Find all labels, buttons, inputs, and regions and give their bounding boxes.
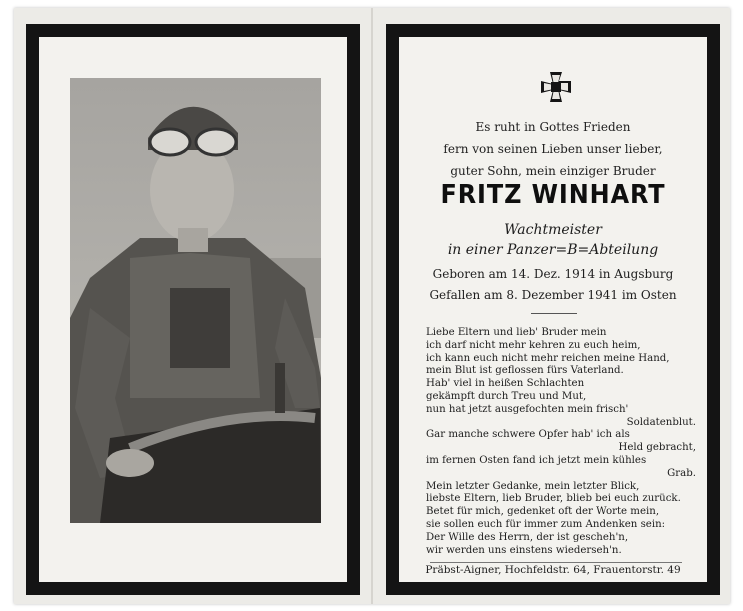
rank-and-unit (400, 220, 706, 260)
poem-line: sie sollen euch für immer zum Andenken sein: (426, 518, 666, 530)
poem-line: gekämpft durch Treu und Mut, (426, 390, 587, 402)
poem-line: im fernen Osten fand ich jetzt mein kühles (426, 454, 647, 466)
poem-line: nun hat jetzt ausgefochten mein frisch' (426, 403, 629, 415)
birth-line: Geboren am 14. Dez. 1914 in Augsburg (432, 267, 674, 281)
poem-line: ich kann euch nicht mehr reichen meine Hand, (426, 352, 670, 364)
poem-line: Grab. (667, 467, 696, 479)
poem-line: Gar manche schwere Opfer hab' ich als (426, 429, 630, 441)
poem-line: Liebe Eltern und lieb' Bruder mein (426, 327, 607, 338)
divider-rule (531, 313, 577, 314)
intro-line: Es ruht in Gottes Frieden (475, 120, 631, 134)
poem-line: ich darf nicht mehr kehren zu euch heim, (426, 339, 641, 351)
card-fold (371, 8, 373, 604)
life-dates (400, 264, 706, 306)
poem-line: Betet für mich, gedenket oft der Worte mein, (426, 506, 660, 518)
poem-line: Hab' viel in heißen Schlachten (426, 378, 585, 390)
memorial-poem (426, 327, 696, 557)
poem-line: wir werden uns einstens wiederseh'n. (426, 544, 622, 556)
intro-text (400, 116, 706, 182)
poem-line: Mein letzter Gedanke, mein letzter Blick, (426, 480, 640, 492)
poem-line: Held gebracht, (618, 442, 696, 454)
intro-line: fern von seinen Lieben unser lieber, (443, 142, 663, 156)
rank-line: Wachtmeister (504, 222, 602, 238)
unit-line: in einer Panzer=B=Abteilung (447, 242, 659, 258)
death-line: Gefallen am 8. Dezember 1941 im Osten (429, 288, 677, 302)
printer-divider (430, 562, 682, 563)
poem-line: mein Blut ist geflossen fürs Vaterland. (426, 365, 624, 377)
printer-imprint: Präbst-Aigner, Hochfeldstr. 64, Frauentorstr. 49 (425, 564, 681, 576)
poem-line: liebste Eltern, lieb Bruder, blieb bei euch zurück. (426, 493, 681, 505)
deceased-name: FRITZ WINHART (440, 180, 666, 210)
iron-cross-icon (539, 70, 573, 104)
intro-line: guter Sohn, mein einziger Bruder (450, 164, 656, 178)
soldier-portrait-photo (70, 78, 321, 523)
poem-line: Soldatenblut. (626, 416, 696, 428)
poem-line: Der Wille des Herrn, der ist gescheh'n, (426, 531, 629, 543)
